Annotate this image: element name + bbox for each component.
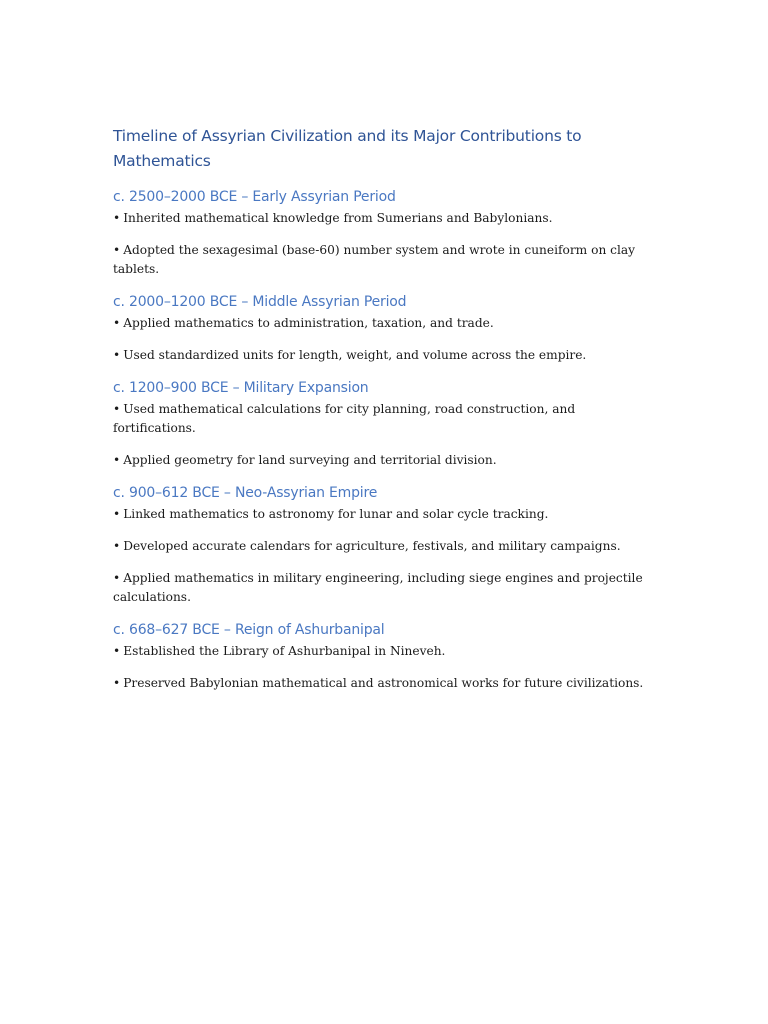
bullet-mark: • [113,676,121,690]
period-middle-assyrian [113,291,653,365]
bullet-mark: • [113,507,121,521]
bullet-item [113,537,653,556]
bullet-text: Preserved Babylonian mathematical and astronomical works for future civilizations. [123,676,644,690]
bullet-text: Inherited mathematical knowledge from Sumerians and Babylonians. [123,211,553,225]
bullet-mark: • [113,402,121,416]
period-neo-assyrian [113,482,653,607]
bullet-item [113,241,653,279]
bullet-item [113,674,653,693]
bullet-item [113,400,653,438]
bullet-mark: • [113,453,121,467]
bullet-item [113,569,653,607]
bullet-mark: • [113,539,121,553]
bullet-text: Applied mathematics to administration, taxation, and trade. [123,316,494,330]
bullet-item [113,209,653,228]
bullet-item [113,346,653,365]
bullet-text: Established the Library of Ashurbanipal in Nineveh. [123,644,446,658]
bullet-mark: • [113,348,121,362]
period-ashurbanipal [113,619,653,693]
bullet-mark: • [113,211,121,225]
bullet-item [113,451,653,470]
bullet-mark: • [113,571,121,585]
bullet-text: Developed accurate calendars for agriculture, festivals, and military campaigns. [123,539,621,553]
period-heading: c. 2000–1200 BCE – Middle Assyrian Period [113,294,407,310]
bullet-text: Applied mathematics in military engineering, including siege engines and projectile calculations. [113,571,643,604]
period-early-assyrian [113,186,653,279]
bullet-item [113,505,653,524]
bullet-text: Linked mathematics to astronomy for lunar and solar cycle tracking. [123,507,549,521]
period-heading: c. 900–612 BCE – Neo-Assyrian Empire [113,485,378,501]
bullet-text: Adopted the sexagesimal (base-60) number system and wrote in cuneiform on clay tablets. [113,243,636,276]
bullet-mark: • [113,243,121,257]
period-heading: c. 2500–2000 BCE – Early Assyrian Period [113,189,396,205]
period-military-expansion [113,377,653,470]
bullet-text: Used standardized units for length, weight, and volume across the empire. [123,348,587,362]
period-heading: c. 1200–900 BCE – Military Expansion [113,380,369,396]
bullet-item [113,642,653,661]
bullet-item [113,314,653,333]
bullet-mark: • [113,644,121,658]
period-heading: c. 668–627 BCE – Reign of Ashurbanipal [113,622,385,638]
document-title: Timeline of Assyrian Civilization and its Major Contributions to Mathematics [113,127,582,170]
bullet-text: Applied geometry for land surveying and territorial division. [123,453,497,467]
bullet-mark: • [113,316,121,330]
document-page [113,124,653,693]
bullet-text: Used mathematical calculations for city planning, road construction, and fortifications. [113,402,576,435]
